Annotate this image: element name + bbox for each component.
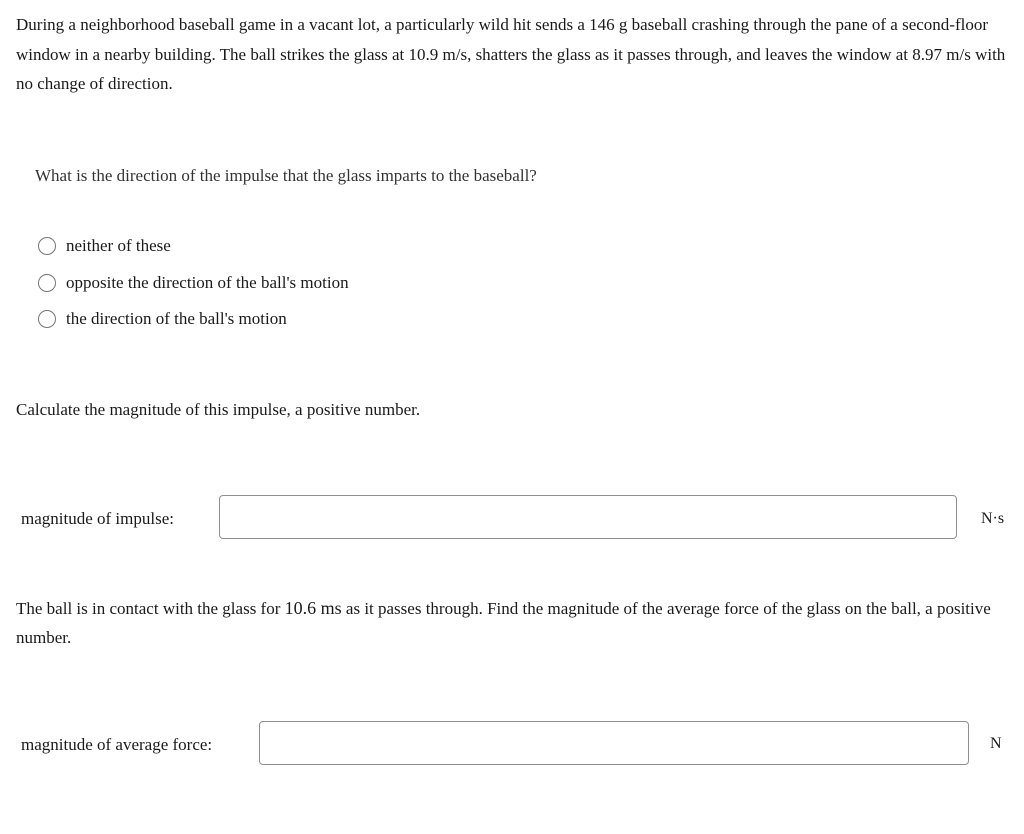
direction-question: What is the direction of the impulse that the glass imparts to the baseball? — [35, 166, 537, 185]
force-question-start: The ball is in contact with the glass for — [16, 599, 285, 618]
radio-same[interactable] — [38, 310, 56, 328]
option-neither[interactable] — [38, 228, 349, 265]
force-question-end: as it passes through. Find the magnitude of the average force of the glass on the ball, a positive number. — [16, 599, 991, 647]
option-same[interactable] — [38, 301, 349, 338]
force-input[interactable] — [259, 721, 969, 765]
force-unit: N — [990, 735, 1002, 752]
impulse-question: Calculate the magnitude of this impulse, a positive number. — [16, 400, 421, 419]
radio-opposite[interactable] — [38, 274, 56, 292]
option-label[interactable]: neither of these — [66, 236, 171, 256]
force-question — [16, 594, 1012, 652]
impulse-unit: N·s — [981, 510, 1005, 527]
problem-statement: During a neighborhood baseball game in a vacant lot, a particularly wild hit sends a 146 g baseball crashing through the pane of a second-floor window in a nearby building. The ball strikes the glass at 10.9 m/s, shatters the glass as it passes through, and leaves the window at 8.97 m/s with no change of direction. — [16, 15, 1006, 93]
impulse-label: magnitude of impulse: — [21, 509, 174, 528]
radio-neither[interactable] — [38, 237, 56, 255]
direction-options — [38, 228, 349, 338]
contact-time: 10.6 ms — [284, 598, 342, 618]
option-opposite[interactable] — [38, 265, 349, 302]
force-label: magnitude of average force: — [21, 735, 213, 754]
option-label[interactable]: the direction of the ball's motion — [66, 309, 287, 329]
option-label[interactable]: opposite the direction of the ball's motion — [66, 272, 349, 292]
impulse-input[interactable] — [219, 495, 957, 539]
